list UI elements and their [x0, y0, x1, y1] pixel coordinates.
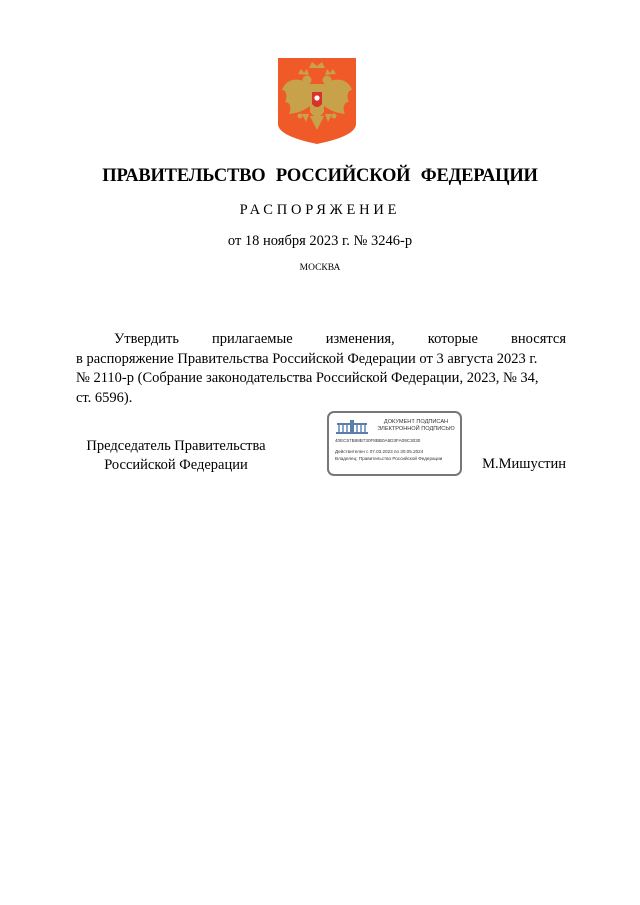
body-line-2: в распоряжение Правительства Российской Федерации от 3 августа 2023 г.: [76, 350, 538, 367]
coat-of-arms-icon: [276, 56, 358, 146]
signatory-position-line-1: Председатель Правительства: [86, 438, 266, 454]
body-line-3: № 2110-р (Собрание законодательства Российской Федерации, 2023, № 34,: [76, 370, 539, 386]
signatory-position-line-2: Российской Федерации: [104, 457, 248, 473]
document-type: РАСПОРЯЖЕНИЕ: [239, 202, 401, 218]
stamp-serial-number: 40EC57B88B730F8BB0A6D3FA09C3030: [335, 438, 421, 443]
document-city: МОСКВА: [299, 263, 341, 273]
stamp-heading-line-2: ЭЛЕКТРОННОЙ ПОДПИСЬЮ: [377, 426, 455, 432]
government-building-icon: [335, 419, 369, 434]
stamp-validity: Действителен с 07.03.2023 по 30.05.2024: [335, 449, 424, 454]
document-date-number: от 18 ноября 2023 г. № 3246-р: [227, 233, 413, 249]
document-body: [76, 330, 566, 408]
stamp-heading-line-1: ДОКУМЕНТ ПОДПИСАН: [383, 419, 449, 425]
stamp-heading: [372, 419, 460, 433]
document-issuer-title: ПРАВИТЕЛЬСТВО РОССИЙСКОЙ ФЕДЕРАЦИИ: [102, 166, 538, 186]
electronic-signature-stamp: [327, 411, 462, 476]
signatory-position: [76, 437, 276, 475]
signatory-name: М.Мишустин: [482, 456, 566, 472]
stamp-owner: Владелец: Правительство Российской Федерации: [335, 456, 443, 461]
body-line-4: ст. 6596).: [76, 389, 133, 406]
body-line-1: Утвердить прилагаемые изменения, которые вносятся: [114, 331, 566, 347]
